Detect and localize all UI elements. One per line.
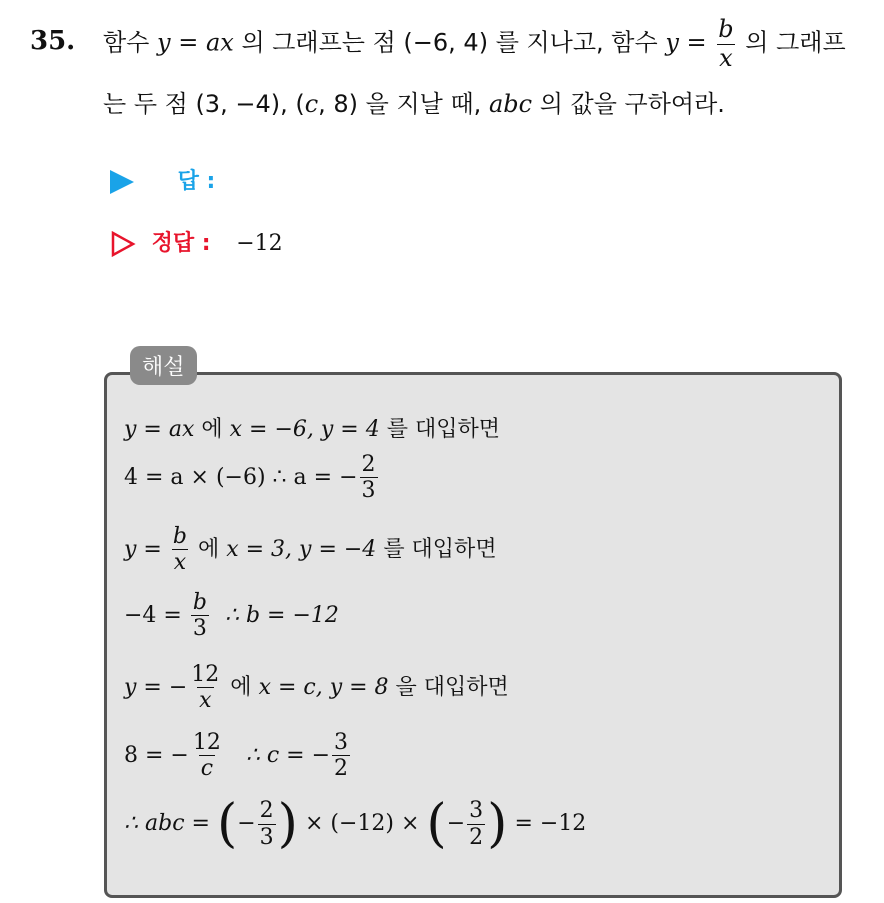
solution-step-1 (124, 412, 500, 443)
math: − (237, 811, 256, 836)
math: −4 = (124, 602, 182, 628)
fraction (467, 798, 485, 850)
math: ∴ b = −12 (224, 602, 339, 628)
solution-step-6 (124, 730, 352, 782)
fraction-denominator: x (719, 43, 733, 72)
fraction (360, 452, 378, 504)
solution-step-5 (124, 662, 509, 714)
math: = −12 (514, 811, 587, 836)
problem-text: , 8) 을 지날 때, (318, 90, 482, 118)
problem-math: c (304, 90, 319, 118)
text: 를 대입하면 (383, 536, 497, 562)
fraction-numerator: 2 (259, 798, 274, 824)
correct-answer-row (110, 226, 283, 257)
math: 8 = − (124, 742, 189, 768)
outline-triangle-icon (110, 231, 136, 257)
left-paren: ( (216, 794, 238, 854)
problem-text: 의 그래프 (745, 28, 846, 57)
math: 4 = a × (−6) ∴ a = − (124, 464, 358, 490)
text: 에 (230, 674, 252, 700)
solution-tag: 해설 (130, 346, 197, 385)
answer-row (110, 164, 215, 195)
correct-answer-label: 정답 : (151, 231, 211, 256)
fraction (716, 16, 735, 72)
problem-text: 의 그래프는 점 (−6, 4) 를 지나고, 함수 (241, 28, 658, 57)
math: y = (124, 536, 162, 562)
math: ∴ abc = (124, 811, 210, 836)
solution-step-7 (124, 794, 587, 854)
fraction-denominator: 3 (361, 478, 376, 504)
fraction-denominator: 2 (334, 756, 349, 782)
math: ∴ c = − (245, 742, 331, 768)
text: 에 (201, 417, 223, 442)
left-paren: ( (426, 794, 447, 854)
fraction-numerator: 12 (191, 662, 220, 687)
fraction-denominator: 3 (259, 824, 274, 850)
text: 에 (197, 536, 220, 562)
math: x = −6, y = 4 (229, 417, 380, 442)
math: × (−12) × (304, 811, 420, 836)
problem-line-1 (103, 16, 846, 72)
fraction (191, 590, 209, 642)
fraction-numerator: b (718, 15, 734, 43)
correct-answer-value: −12 (236, 231, 283, 256)
problem-text: 는 두 점 (3, −4), ( (103, 90, 305, 118)
fraction-numerator: b (172, 524, 187, 549)
solution-step-4 (124, 590, 339, 642)
right-paren: ) (277, 794, 298, 854)
math: y = − (124, 674, 188, 700)
fraction-numerator: 12 (192, 730, 221, 755)
problem-math: y = (665, 28, 707, 57)
math: x = 3, y = −4 (226, 536, 377, 562)
fraction-denominator: 3 (192, 616, 207, 642)
problem-text: 의 값을 구하여라. (539, 90, 725, 118)
solution-step-3 (124, 524, 497, 576)
problem-math: y = ax (157, 28, 234, 57)
fraction-denominator: x (199, 688, 212, 714)
play-triangle-icon (110, 170, 134, 194)
answer-label: 답 : (177, 169, 216, 194)
fraction (191, 730, 223, 782)
math: y = ax (124, 417, 195, 442)
fraction-numerator: 2 (361, 452, 376, 477)
right-paren: ) (487, 794, 508, 854)
fraction-denominator: 2 (469, 824, 484, 850)
fraction (332, 730, 350, 782)
fraction-numerator: b (192, 590, 207, 615)
problem-math: abc (488, 90, 533, 118)
text: 을 대입하면 (395, 674, 509, 700)
fraction (258, 798, 276, 850)
fraction-denominator: c (200, 756, 214, 782)
fraction-numerator: 3 (469, 798, 484, 824)
text: 를 대입하면 (386, 417, 500, 442)
fraction-numerator: 3 (334, 730, 349, 755)
math: x = c, y = 8 (258, 674, 389, 700)
problem-number: 35. (30, 26, 76, 56)
fraction (189, 662, 221, 714)
solution-step-2 (124, 452, 380, 504)
fraction-denominator: x (173, 550, 187, 576)
problem-line-2 (103, 84, 725, 119)
fraction (171, 524, 189, 576)
problem-text: 함수 (103, 28, 150, 57)
math: − (446, 811, 466, 836)
